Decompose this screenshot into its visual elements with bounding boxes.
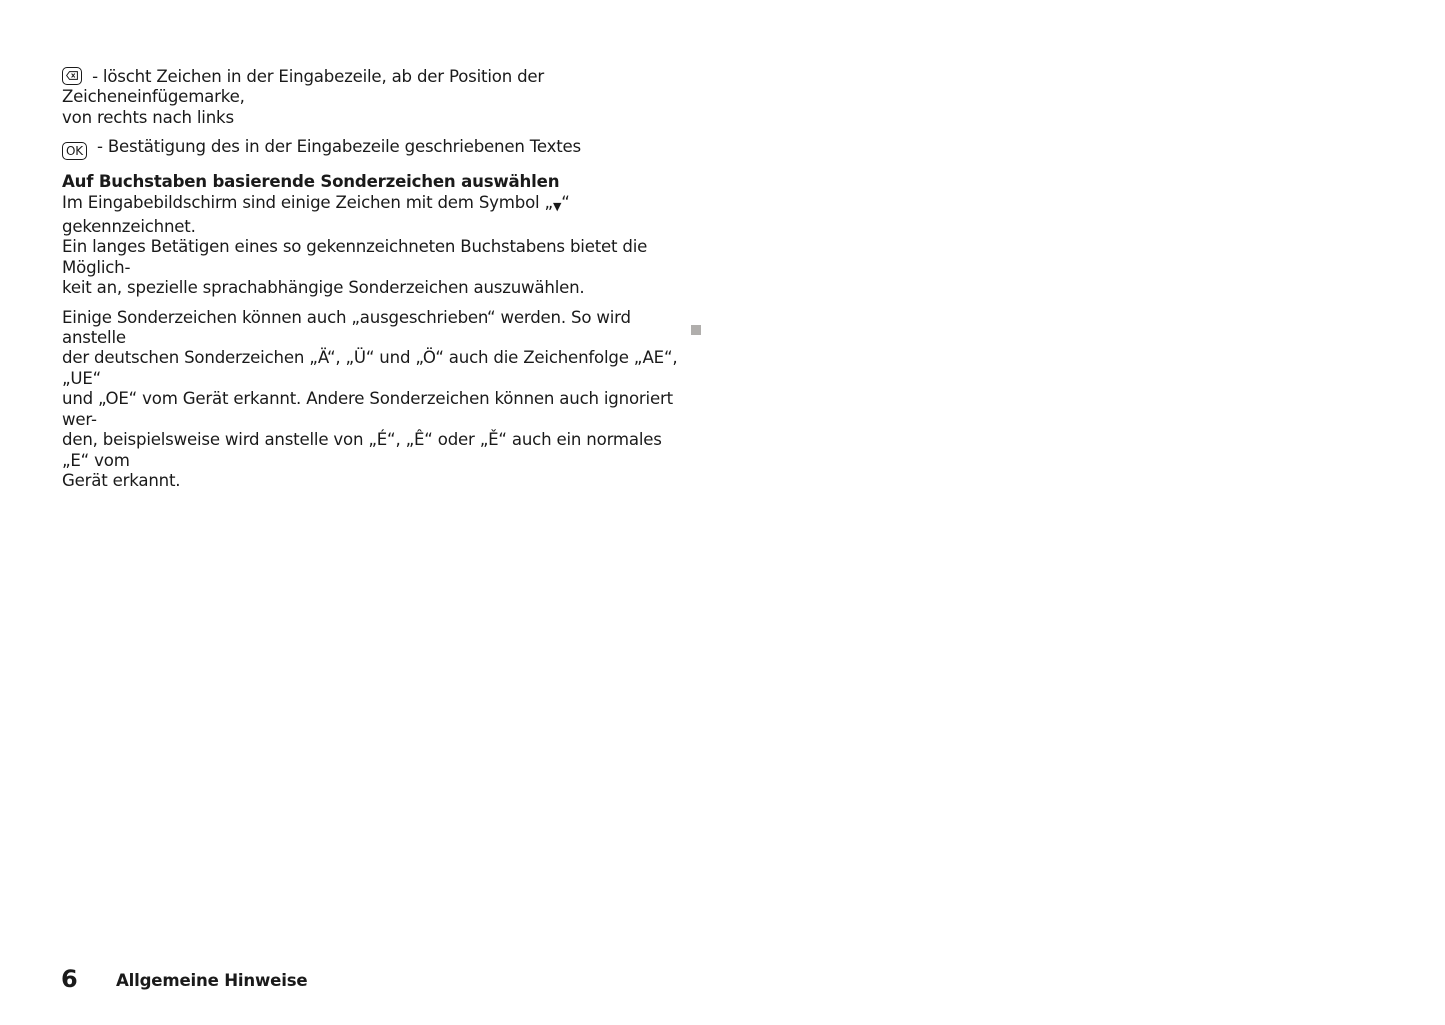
section-end-marker xyxy=(691,325,701,335)
page-number: 6 xyxy=(61,965,78,993)
ok-description xyxy=(62,137,692,160)
paragraph-1-part-1: Im Eingabebildschirm sind einige Zeichen mit dem Symbol „ xyxy=(62,192,553,212)
section-heading: Auf Buchstaben basierende Sonderzeichen auswählen xyxy=(62,172,560,192)
section-paragraph-1 xyxy=(62,193,692,299)
backspace-key-icon xyxy=(62,67,82,85)
down-arrow-symbol-icon: ▼ xyxy=(552,199,562,213)
main-column xyxy=(62,67,692,491)
section-paragraph-2: Einige Sonderzeichen können auch „ausgeschrieben“ werden. So wird anstelle der deutschen Sonderzeichen „Ä“, „Ü“ und „Ö“ auch die Zeichenfolge „AE“, „UE“ und „OE“ vom Gerät erkannt. Andere Sonderzeichen können auch ignoriert wer- den, beispielsweise wird anstelle von „É“, „Ê“ oder „Ě“ auch ein normales „E“ vom Gerät erkannt. xyxy=(62,307,678,490)
paragraph-1-part-2: “ gekennzeichnet. Ein langes Betätigen eines so gekennzeichneten Buchstabens bietet die Möglich- keit an, spezielle sprachabhängige Sonderzeichen auszuwählen. xyxy=(62,192,648,298)
ok-key-icon: OK xyxy=(62,142,87,160)
chapter-title: Allgemeine Hinweise xyxy=(116,971,308,990)
ok-text: - Bestätigung des in der Eingabezeile geschriebenen Textes xyxy=(91,137,581,157)
backspace-text: - löscht Zeichen in der Eingabezeile, ab der Position der Zeicheneinfügemarke, von rechts nach links xyxy=(62,67,545,127)
backspace-description xyxy=(62,67,692,128)
